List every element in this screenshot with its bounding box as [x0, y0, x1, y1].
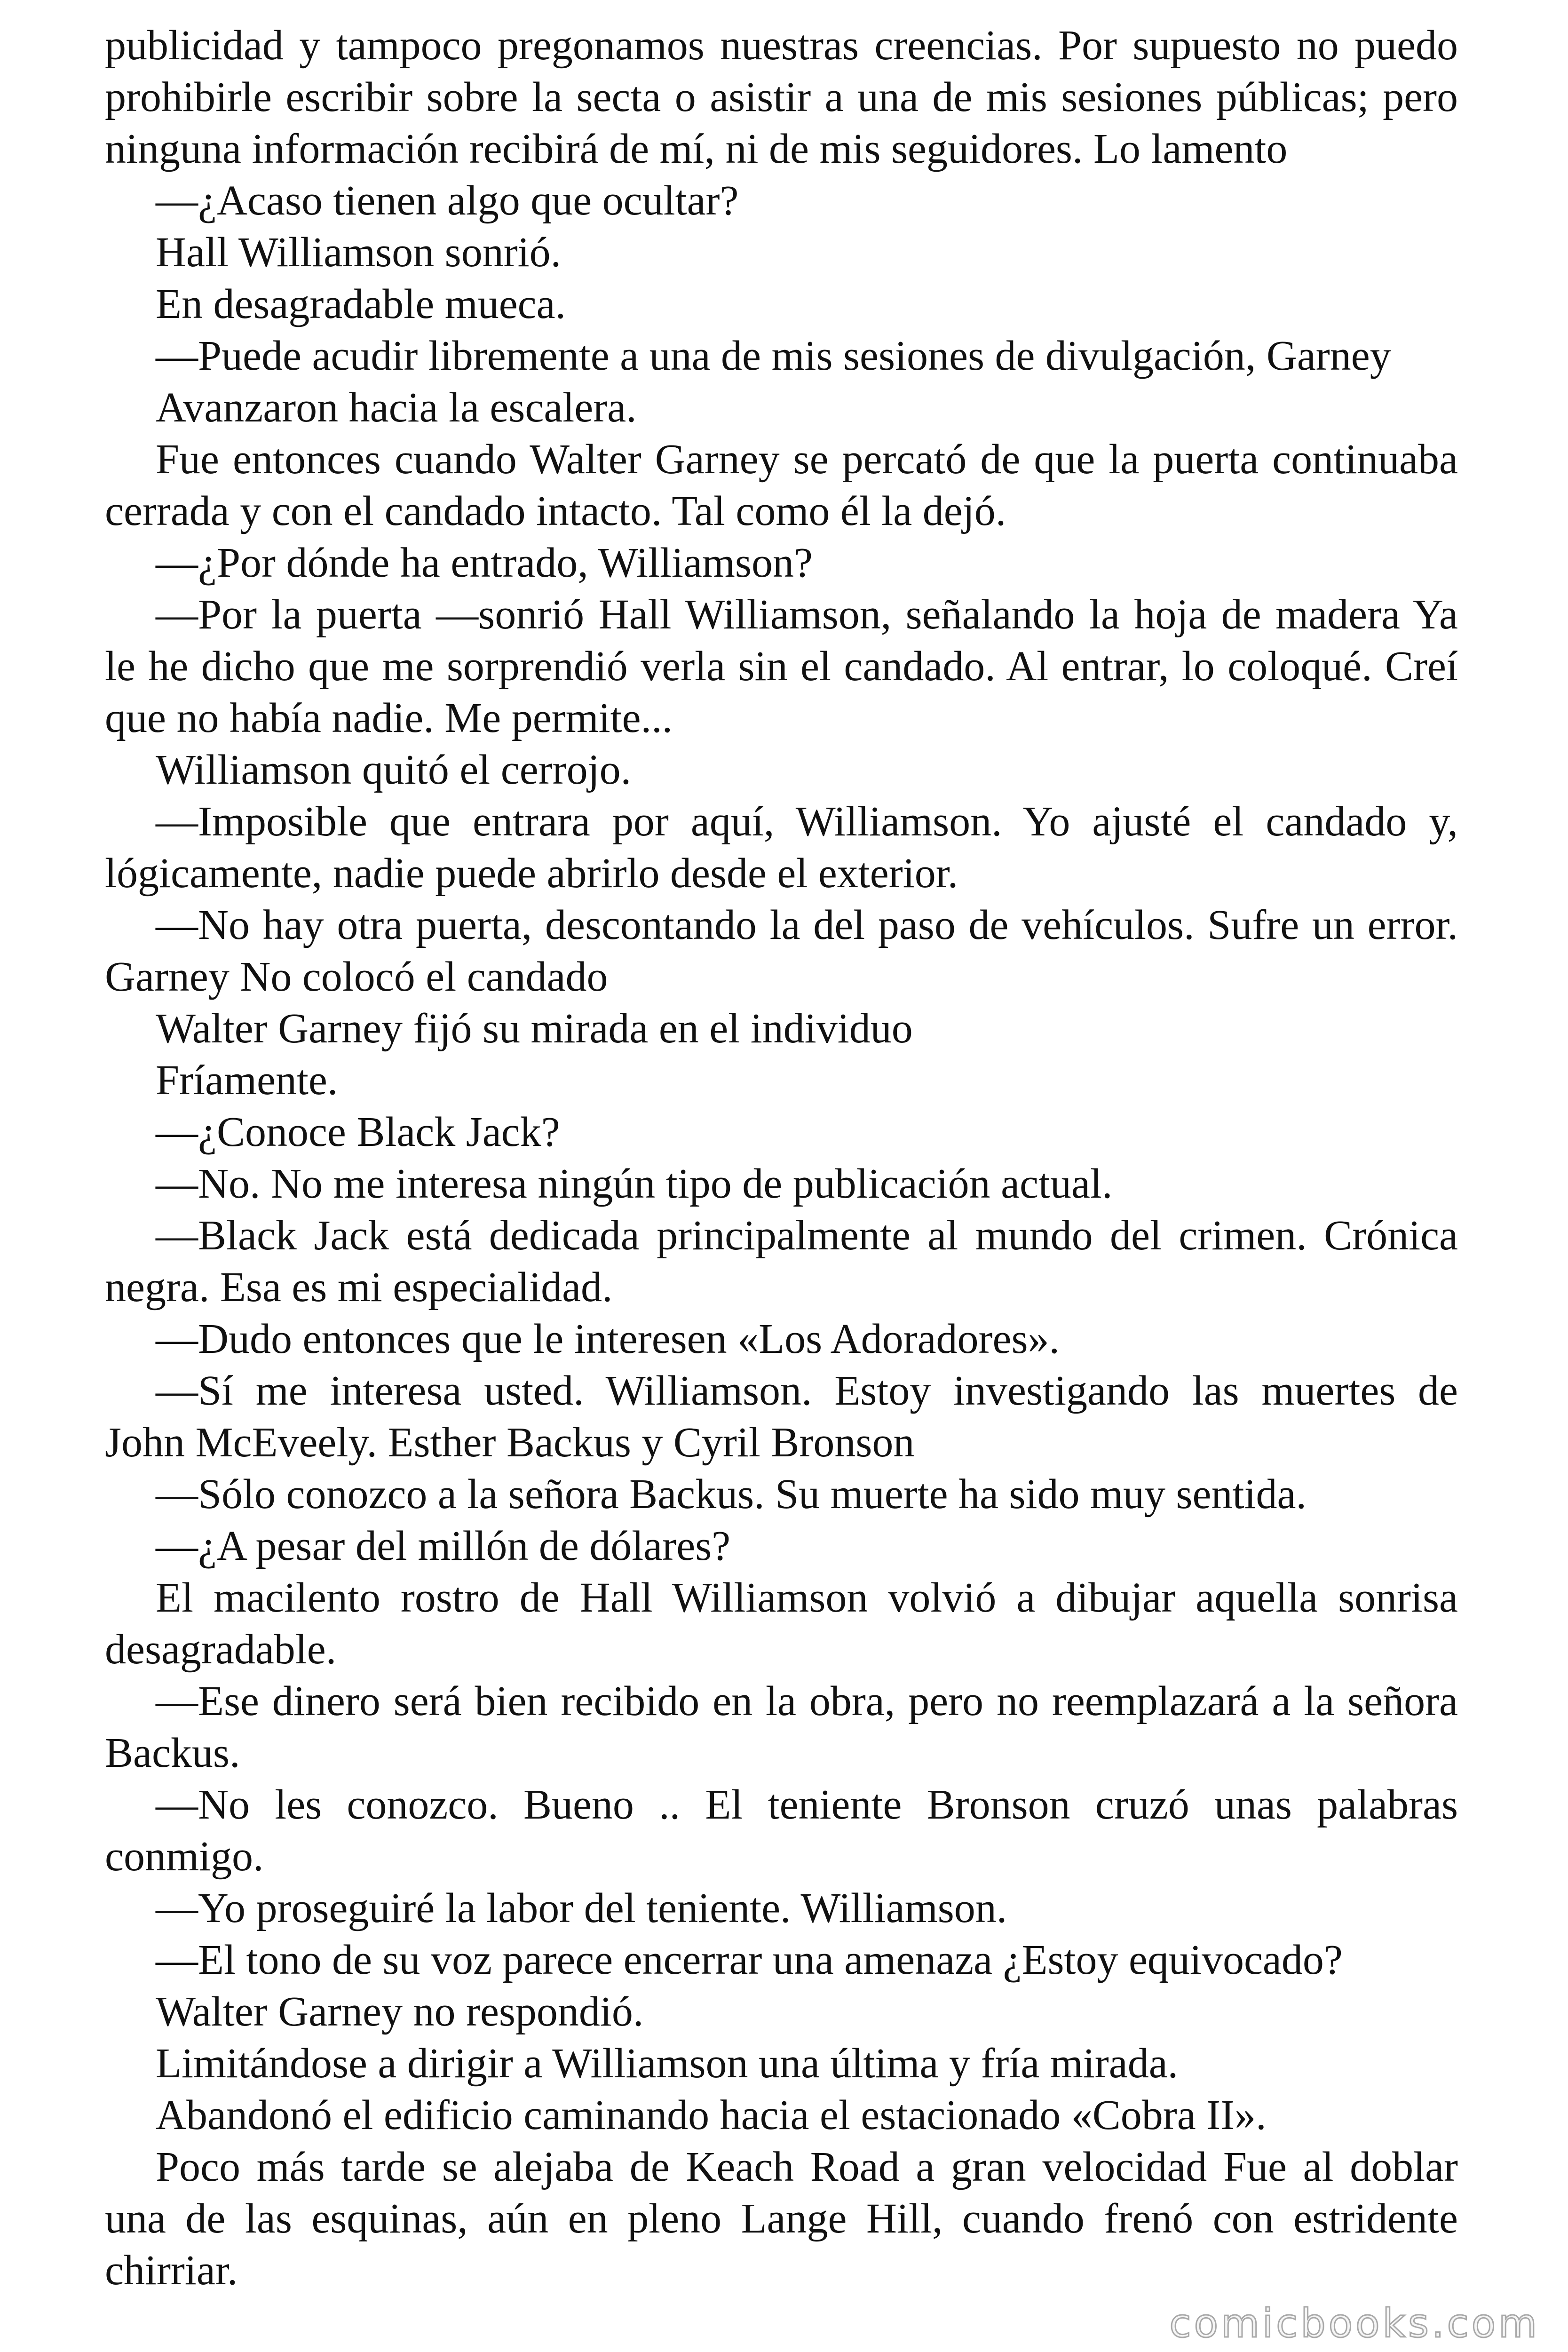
paragraph: [105, 1055, 1458, 1106]
text-line: negra. Esa es mi especialidad.: [105, 1264, 613, 1311]
text-line: —El tono de su voz parece encerrar una amenaza ¿Estoy equivocado?: [156, 1937, 1343, 1983]
paragraph: [105, 330, 1458, 382]
paragraph: [105, 744, 1458, 796]
text-line: —Sí me interesa usted. Williamson. Estoy investigando las muertes de: [156, 1367, 1458, 1414]
paragraph: [105, 1676, 1458, 1779]
paragraph: [105, 382, 1458, 434]
paragraph: [105, 2038, 1458, 2090]
text-line: Garney No colocó el candado: [105, 954, 608, 1000]
text-line: En desagradable mueca.: [156, 281, 566, 327]
text-line: una de las esquinas, aún en pleno Lange Hill, cuando frenó con estridente: [105, 2195, 1458, 2242]
text-line: le he dicho que me sorprendió verla sin el candado. Al entrar, lo coloqué. Creí: [105, 643, 1458, 690]
text-line: ninguna información recibirá de mí, ni de mis seguidores. Lo lamento: [105, 126, 1288, 172]
paragraph: [105, 1520, 1458, 1572]
paragraph: [105, 589, 1458, 744]
text-line: que no había nadie. Me permite...: [105, 695, 673, 741]
paragraph: [105, 1779, 1458, 1883]
watermark-logo: comicbooks.com: [1169, 2300, 1540, 2346]
paragraph: [105, 537, 1458, 589]
text-line: —Por la puerta —sonrió Hall Williamson, señalando la hoja de madera Ya: [156, 591, 1458, 638]
text-line: desagradable.: [105, 1626, 337, 1673]
text-line: —¿Acaso tienen algo que ocultar?: [156, 177, 739, 224]
paragraph: [105, 1469, 1458, 1520]
text-line: prohibirle escribir sobre la secta o asistir a una de mis sesiones públicas; pero: [105, 74, 1458, 120]
text-line: —No les conozco. Bueno .. El teniente Bronson cruzó unas palabras: [156, 1781, 1458, 1828]
body-text: [105, 20, 1458, 2296]
paragraph: [105, 1003, 1458, 1055]
text-line: Fríamente.: [156, 1057, 338, 1104]
paragraph: [105, 1934, 1458, 1986]
text-line: —No hay otra puerta, descontando la del paso de vehículos. Sufre un error.: [156, 902, 1458, 948]
paragraph: [105, 278, 1458, 330]
text-line: chirriar.: [105, 2247, 238, 2294]
text-line: lógicamente, nadie puede abrirlo desde el exterior.: [105, 850, 958, 897]
paragraph: [105, 434, 1458, 537]
paragraph: [105, 175, 1458, 227]
paragraph: [105, 1210, 1458, 1313]
text-line: Walter Garney fijó su mirada en el individuo: [156, 1005, 913, 1052]
text-line: Backus.: [105, 1730, 240, 1776]
text-line: —Yo proseguiré la labor del teniente. Williamson.: [156, 1885, 1007, 1931]
text-line: —¿Por dónde ha entrado, Williamson?: [156, 540, 813, 586]
paragraph: [105, 1572, 1458, 1676]
text-line: John McEveely. Esther Backus y Cyril Bronson: [105, 1419, 915, 1466]
paragraph: [105, 1106, 1458, 1158]
text-line: —¿Conoce Black Jack?: [156, 1109, 560, 1155]
text-line: El macilento rostro de Hall Williamson volvió a dibujar aquella sonrisa: [156, 1574, 1458, 1621]
text-line: —Black Jack está dedicada principalmente al mundo del crimen. Crónica: [156, 1212, 1458, 1259]
paragraph: [105, 796, 1458, 899]
text-line: —Imposible que entrara por aquí, Williamson. Yo ajusté el candado y,: [156, 798, 1458, 845]
text-line: conmigo.: [105, 1833, 264, 1880]
text-line: cerrada y con el candado intacto. Tal como él la dejó.: [105, 488, 1006, 534]
paragraph: [105, 1883, 1458, 1934]
text-line: Williamson quitó el cerrojo.: [156, 747, 632, 793]
text-line: —Ese dinero será bien recibido en la obra, pero no reemplazará a la señora: [156, 1678, 1458, 1724]
text-line: —Puede acudir libremente a una de mis sesiones de divulgación, Garney: [156, 333, 1391, 379]
text-line: Limitándose a dirigir a Williamson una última y fría mirada.: [156, 2040, 1179, 2087]
text-line: Walter Garney no respondió.: [156, 1988, 644, 2035]
paragraph: [105, 1986, 1458, 2038]
text-line: Abandonó el edificio caminando hacia el estacionado «Cobra II».: [156, 2092, 1267, 2138]
text-line: —Sólo conozco a la señora Backus. Su muerte ha sido muy sentida.: [156, 1471, 1307, 1518]
paragraph: [105, 2141, 1458, 2296]
text-line: Fue entonces cuando Walter Garney se percató de que la puerta continuaba: [156, 436, 1458, 483]
paragraph: [105, 20, 1458, 175]
text-line: —Dudo entonces que le interesen «Los Adoradores».: [156, 1316, 1060, 1362]
text-line: —¿A pesar del millón de dólares?: [156, 1523, 731, 1569]
paragraph: [105, 2090, 1458, 2141]
paragraph: [105, 899, 1458, 1003]
text-line: Avanzaron hacia la escalera.: [156, 384, 637, 431]
text-line: publicidad y tampoco pregonamos nuestras creencias. Por supuesto no puedo: [105, 22, 1458, 69]
text-line: Hall Williamson sonrió.: [156, 229, 562, 276]
text-line: —No. No me interesa ningún tipo de publicación actual.: [156, 1160, 1113, 1207]
paragraph: [105, 1365, 1458, 1469]
paragraph: [105, 1313, 1458, 1365]
paragraph: [105, 1158, 1458, 1210]
paragraph: [105, 227, 1458, 278]
text-line: Poco más tarde se alejaba de Keach Road a gran velocidad Fue al doblar: [156, 2144, 1458, 2190]
